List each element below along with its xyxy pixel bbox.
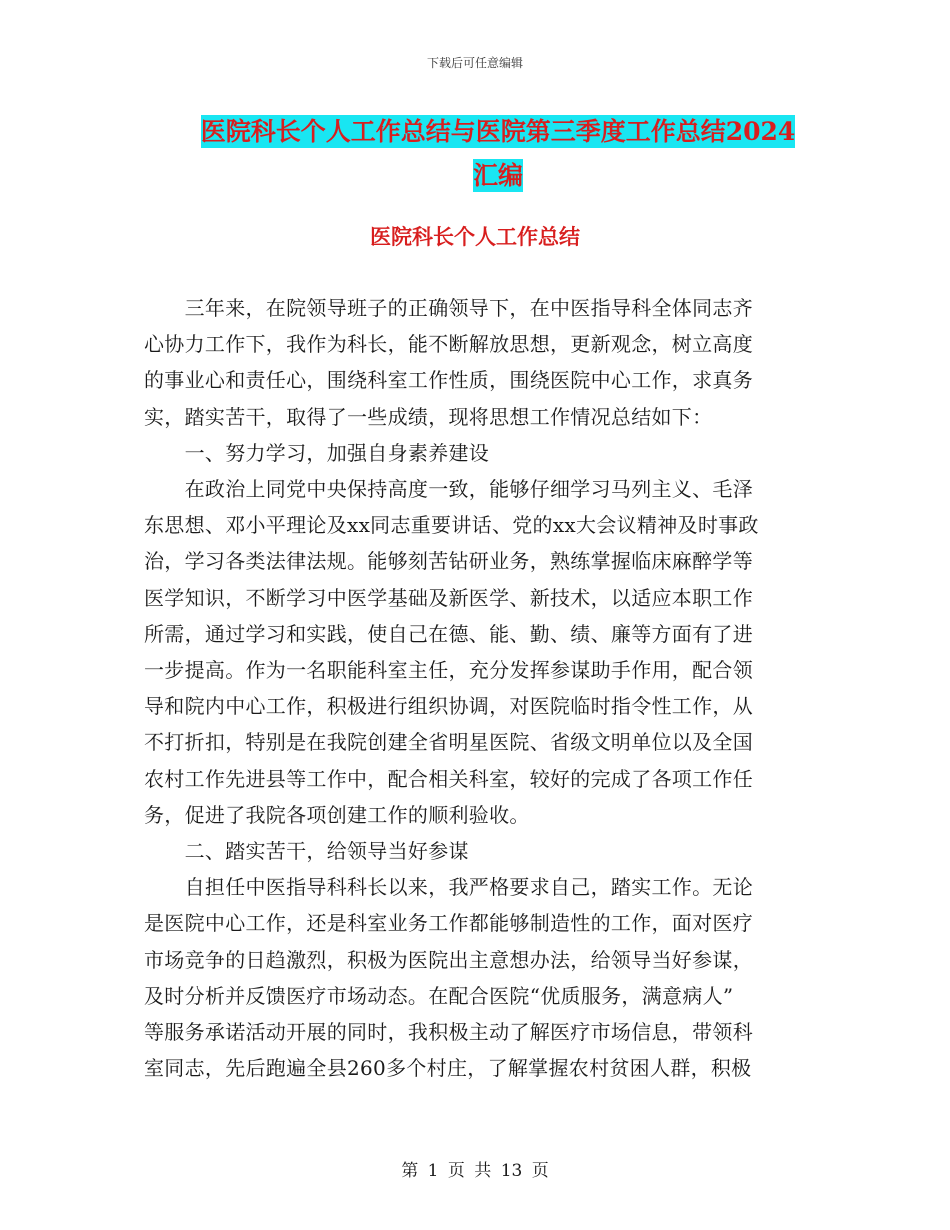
body-line: 的事业心和责任心，围绕科室工作性质，围绕医院中心工作，求真务 — [144, 368, 753, 393]
body-line: 医学知识，不断学习中医学基础及新医学、新技术，以适应本职工作 — [144, 585, 753, 610]
body-text — [144, 290, 808, 1086]
body-line: 导和院内中心工作，积极进行组织协调，对医院临时指令性工作，从 — [144, 694, 753, 719]
body-line: 在政治上同党中央保持高度一致，能够仔细学习马列主义、毛泽 — [144, 477, 753, 502]
body-line: 治，学习各类法律法规。能够刻苦钻研业务，熟练掌握临床麻醉学等 — [144, 549, 753, 574]
body-line: 二、踏实苦干，给领导当好参谋 — [144, 839, 469, 864]
header-note: 下载后可任意编辑 — [426, 56, 523, 70]
body-line: 及时分析并反馈医疗市场动态。在配合医院“优质服务，满意病人” — [144, 983, 734, 1008]
body-line: 实，踏实苦干，取得了一些成绩，现将思想工作情况总结如下： — [144, 404, 713, 429]
body-line: 等服务承诺活动开展的同时，我积极主动了解医疗市场信息，带领科 — [144, 1020, 753, 1045]
document-title — [190, 110, 806, 198]
document-title-line-2: 汇编 — [472, 161, 523, 190]
section-title: 医院科长个人工作总结 — [370, 224, 580, 249]
body-line: 心协力工作下，我作为科长，能不断解放思想，更新观念，树立高度 — [144, 332, 753, 357]
page-footer: 第 1 页 共 13 页 — [401, 1161, 549, 1181]
body-line: 一、努力学习，加强自身素养建设 — [144, 440, 490, 465]
body-line: 三年来，在院领导班子的正确领导下，在中医指导科全体同志齐 — [144, 296, 753, 320]
body-line: 市场竞争的日趋激烈，积极为医院出主意想办法，给领导当好参谋， — [144, 947, 753, 972]
body-line: 不打折扣，特别是在我院创建全省明星医院、省级文明单位以及全国 — [144, 730, 753, 755]
body-line: 农村工作先进县等工作中，配合相关科室，较好的完成了各项工作任 — [144, 766, 753, 791]
body-line: 一步提高。作为一名职能科室主任，充分发挥参谋助手作用，配合领 — [144, 658, 753, 683]
body-line: 自担任中医指导科科长以来，我严格要求自己，踏实工作。无论 — [144, 875, 753, 900]
body-line: 东思想、邓小平理论及xx同志重要讲话、党的xx大会议精神及时事政 — [144, 513, 759, 538]
body-line: 所需，通过学习和实践，使自己在德、能、勤、绩、廉等方面有了进 — [144, 621, 753, 646]
document-title-line-1: 医院科长个人工作总结与医院第三季度工作总结2024 — [200, 117, 796, 146]
body-line: 是医院中心工作，还是科室业务工作都能够制造性的工作，面对医疗 — [144, 911, 753, 936]
body-line: 务，促进了我院各项创建工作的顺利验收。 — [144, 802, 530, 827]
body-line: 室同志，先后跑遍全县260多个村庄，了解掌握农村贫困人群，积极 — [144, 1056, 752, 1081]
